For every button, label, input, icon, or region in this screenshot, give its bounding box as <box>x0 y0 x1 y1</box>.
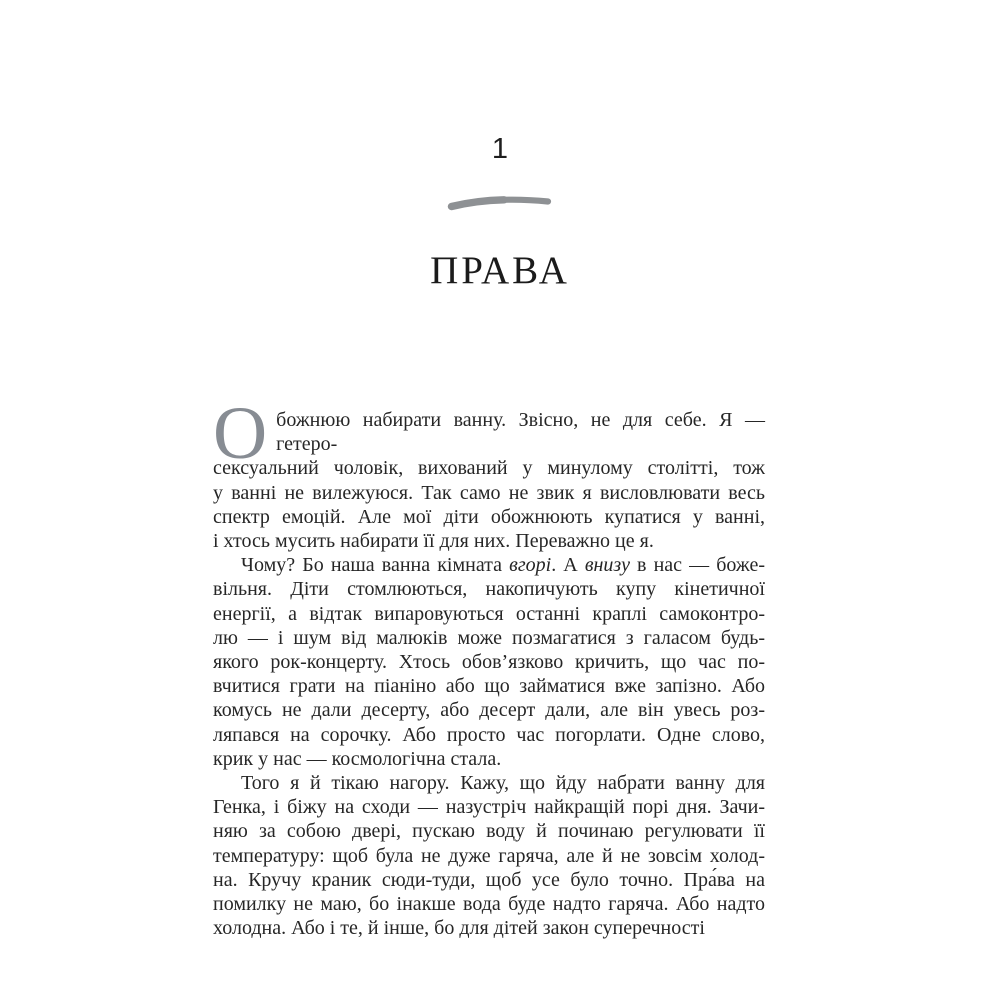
text-line <box>213 795 765 819</box>
text-line <box>213 553 765 577</box>
brush-stroke-divider <box>0 192 1000 212</box>
text-segment: у ванні не вилежуюся. Так само не звик я висловлювати весь <box>213 481 765 504</box>
text-segment: помилку не маю, бо інакше вода буде надто гаряча. Або надто <box>213 893 765 916</box>
text-segment: . А <box>551 554 585 577</box>
text-segment: ляпався на сорочку. Або просто час погорлати. Одне слово, <box>213 723 765 746</box>
text-line <box>213 892 765 916</box>
text-line <box>213 650 765 674</box>
text-segment: вільня. Діти стомлюються, накопичують купу кінетичної <box>213 578 765 601</box>
drop-cap: О <box>213 392 268 475</box>
text-line <box>213 771 765 795</box>
text-segment: холодна. Або і те, й інше, бо для дітей закон суперечності <box>213 917 705 940</box>
body-text <box>213 392 765 940</box>
text-line <box>213 819 765 843</box>
text-segment: спектр емоцій. Але мої діти обожнюють купатися у ванні, <box>213 505 765 528</box>
italic-text: вгорі <box>509 554 552 577</box>
chapter-number: 1 <box>491 133 509 165</box>
text-segment: Того я й тікаю нагору. Кажу, що йду набрати ванну для <box>241 772 765 795</box>
text-line <box>213 698 765 722</box>
text-line <box>213 723 765 747</box>
text-segment: Генка, і біжу на сходи — назустріч найкращій порі дня. Зачи- <box>213 796 765 819</box>
text-line <box>213 481 765 505</box>
chapter-title: ПРАВА <box>430 249 570 292</box>
text-segment: енергії, а відтак випаровуються останні краплі самоконтро- <box>213 602 765 625</box>
text-line <box>213 602 765 626</box>
text-line <box>213 577 765 601</box>
text-segment: божнюю набирати ванну. Звісно, не для себе. Я — гетеро- <box>276 409 765 456</box>
text-segment: температуру: щоб була не дуже гаряча, але й не зовсім холод- <box>213 844 765 867</box>
italic-text: внизу <box>584 554 630 577</box>
text-segment: на. Кручу краник сюди-туди, щоб усе було точно. Пра́ва на <box>213 868 765 891</box>
text-line <box>213 456 765 480</box>
text-segment: Чому? Бо наша ванна кімната <box>241 554 510 577</box>
text-segment: няю за собою двері, пускаю воду й починаю регулювати її <box>213 820 765 843</box>
text-segment: в нас — боже- <box>629 554 765 577</box>
text-segment: комусь не дали десерту, або десерт дали, але він увесь роз- <box>213 699 765 722</box>
text-line <box>213 626 765 650</box>
text-segment: сексуальний чоловік, вихований у минулому столітті, тож <box>213 457 765 480</box>
brush-stroke-icon <box>446 192 554 212</box>
text-segment: якого рок-концерту. Хтось обов’язково кричить, що час по- <box>213 651 765 674</box>
text-line <box>213 916 765 940</box>
text-line <box>213 844 765 868</box>
text-segment: крик у нас — космологічна стала. <box>213 747 502 770</box>
text-line <box>213 674 765 698</box>
text-line <box>213 747 765 771</box>
paragraph <box>213 392 765 553</box>
text-line <box>213 505 765 529</box>
paragraph <box>213 553 765 771</box>
text-line <box>213 529 765 553</box>
text-segment: лю — і шум від малюків може позмагатися з галасом будь- <box>213 626 765 649</box>
text-segment: і хтось мусить набирати її для них. Переважно це я. <box>213 530 654 553</box>
text-segment: вчитися грати на піаніно або що займатися вже запізно. Або <box>213 675 765 698</box>
paragraph <box>213 771 765 940</box>
text-line <box>213 868 765 892</box>
